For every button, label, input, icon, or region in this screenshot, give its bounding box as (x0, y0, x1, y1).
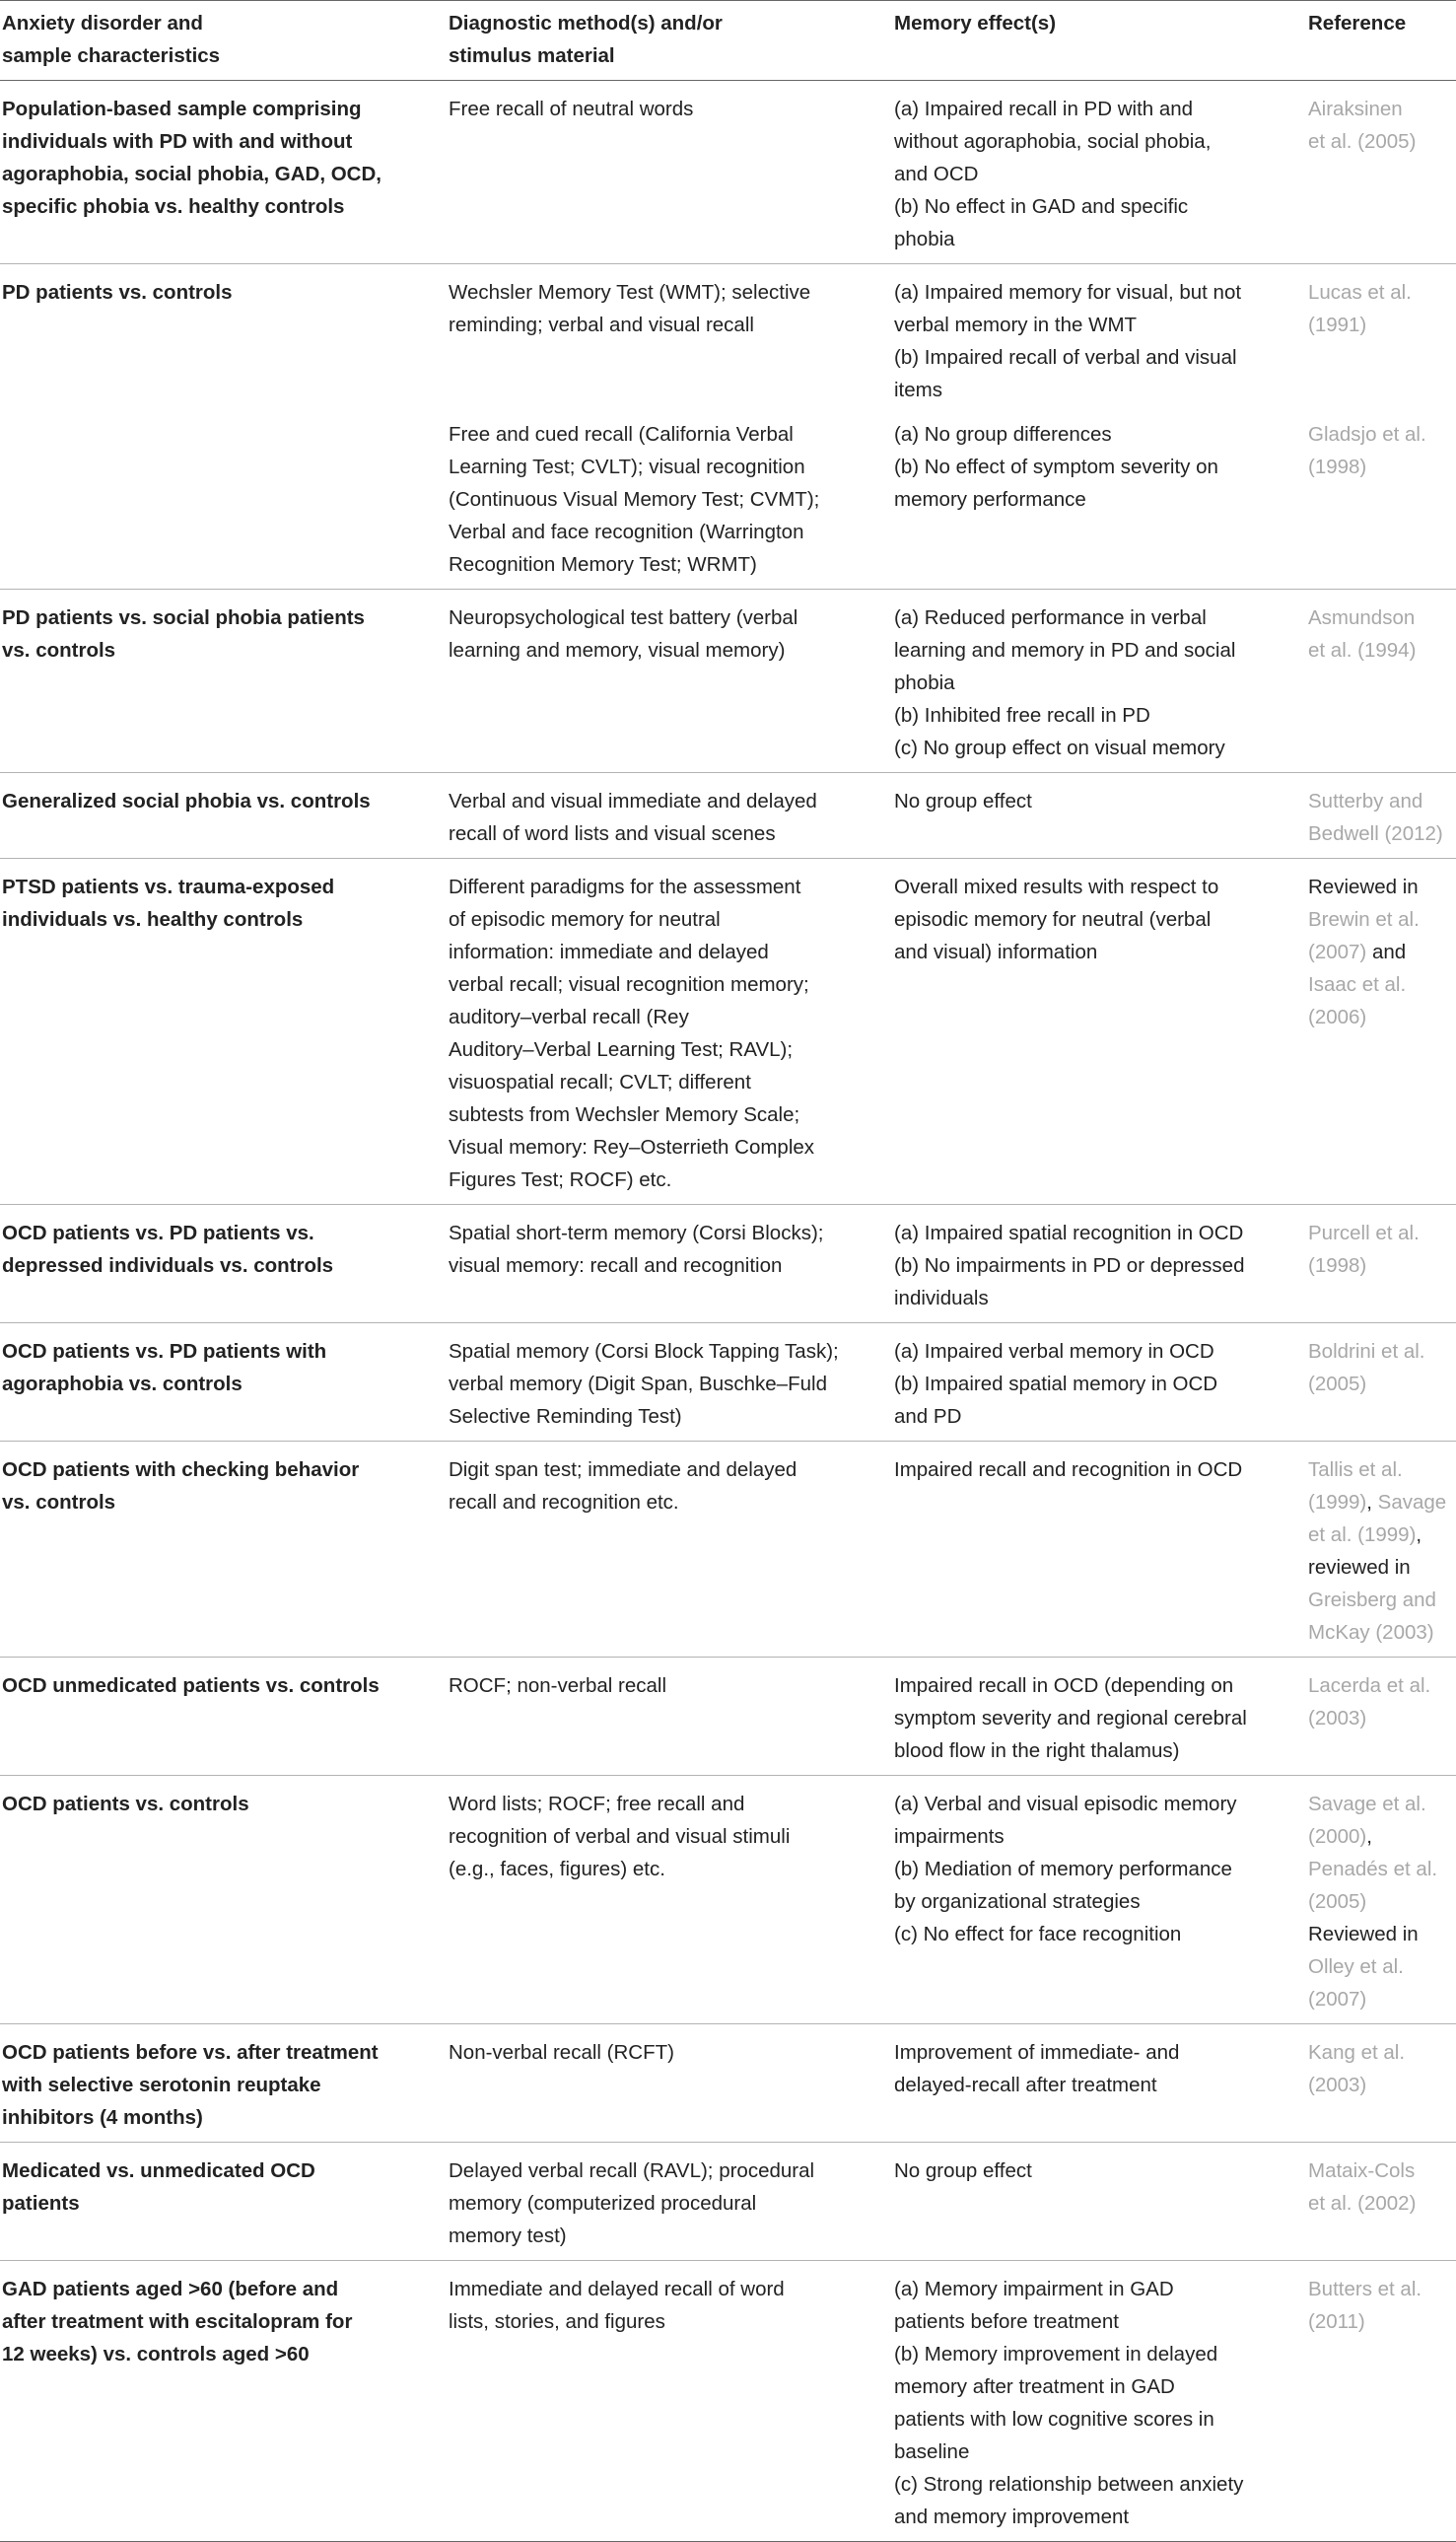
cell-effects-line: (b) Impaired recall of verbal and visual (894, 346, 1237, 369)
cell-method-line: Spatial short-term memory (Corsi Blocks); (449, 1222, 824, 1244)
cell-effects-line: verbal memory in the WMT (894, 314, 1138, 336)
cell-effects (894, 2024, 1308, 2143)
cell-sample (0, 773, 449, 859)
cell-reference (1308, 773, 1456, 859)
cell-effects-line: (b) No impairments in PD or depressed (894, 1254, 1245, 1277)
header-reference-line: Reference (1308, 12, 1407, 35)
table-row (0, 1323, 1456, 1442)
cell-reference-line (1308, 634, 1450, 667)
reference-link[interactable]: Brewin et al. (1308, 908, 1420, 931)
cell-effects (894, 81, 1308, 264)
cell-reference-line (1308, 1368, 1450, 1400)
cell-effects-line: (a) Impaired verbal memory in OCD (894, 1340, 1214, 1363)
cell-sample (0, 590, 449, 773)
reference-link[interactable]: Sutterby and (1308, 790, 1423, 812)
cell-reference (1308, 2024, 1456, 2143)
cell-sample-line: depressed individuals vs. controls (2, 1254, 334, 1277)
reference-link[interactable]: Asmundson (1308, 606, 1416, 629)
reference-link[interactable]: Olley et al. (1308, 1955, 1404, 1978)
cell-sample (0, 1776, 449, 2024)
cell-reference-line (1308, 1486, 1450, 1518)
reference-link[interactable]: Butters et al. (1308, 2278, 1422, 2300)
cell-method-line: (Continuous Visual Memory Test; CVMT); (449, 488, 820, 511)
reference-text: and (1366, 941, 1407, 963)
cell-method (449, 1323, 894, 1442)
table-row (0, 2261, 1456, 2542)
cell-effects-line: Overall mixed results with respect to (894, 876, 1219, 898)
cell-effects-line: (b) Impaired spatial memory in OCD (894, 1373, 1218, 1395)
reference-link[interactable]: Airaksinen (1308, 98, 1403, 120)
cell-method (449, 1658, 894, 1776)
cell-effects-line: patients before treatment (894, 2310, 1119, 2333)
cell-effects-line: (a) Impaired recall in PD with and (894, 98, 1194, 120)
cell-method-line: lists, stories, and figures (449, 2310, 665, 2333)
cell-effects-line: No group effect (894, 2159, 1032, 2182)
reference-text: , (1416, 1523, 1422, 1546)
cell-reference (1308, 414, 1456, 590)
reference-link[interactable]: Purcell et al. (1308, 1222, 1420, 1244)
cell-method-line: Different paradigms for the assessment (449, 876, 801, 898)
cell-reference-line (1308, 2305, 1450, 2338)
cell-reference (1308, 2143, 1456, 2261)
cell-reference-line (1308, 1616, 1450, 1649)
cell-effects (894, 1658, 1308, 1776)
cell-method-line: Recognition Memory Test; WRMT) (449, 553, 757, 576)
table-row (0, 414, 1456, 590)
cell-effects-line: patients with low cognitive scores in (894, 2408, 1214, 2431)
table-row (0, 859, 1456, 1205)
cell-reference-line (1308, 2187, 1450, 2220)
reference-link[interactable]: Isaac et al. (1308, 973, 1407, 996)
cell-sample-line: GAD patients aged >60 (before and (2, 2278, 339, 2300)
cell-reference-line (1308, 1335, 1450, 1368)
table-row (0, 2024, 1456, 2143)
cell-reference (1308, 1776, 1456, 2024)
cell-effects-line: (b) No effect of symptom severity on (894, 456, 1218, 478)
cell-sample-line: Population-based sample comprising (2, 98, 362, 120)
reference-link[interactable]: (2007) (1308, 941, 1367, 963)
cell-effects (894, 773, 1308, 859)
cell-method-line: information: immediate and delayed (449, 941, 769, 963)
cell-method-line: Free and cued recall (California Verbal (449, 423, 794, 446)
cell-reference-line (1308, 2273, 1450, 2305)
table-row (0, 1776, 1456, 2024)
cell-effects-line: and OCD (894, 163, 979, 185)
cell-reference-line (1308, 2154, 1450, 2187)
cell-effects-line: phobia (894, 228, 955, 250)
cell-effects-line: (c) No effect for face recognition (894, 1923, 1182, 1945)
cell-effects-line: (b) No effect in GAD and specific (894, 195, 1189, 218)
reference-link[interactable]: Savage et al. (1308, 1793, 1426, 1815)
cell-method-line: recall and recognition etc. (449, 1491, 679, 1514)
cell-effects-line: items (894, 379, 942, 401)
reference-text: , (1366, 1491, 1378, 1514)
cell-effects (894, 1776, 1308, 2024)
cell-sample-line: OCD unmedicated patients vs. controls (2, 1674, 380, 1697)
cell-sample-line: 12 weeks) vs. controls aged >60 (2, 2343, 310, 2365)
cell-effects-line: without agoraphobia, social phobia, (894, 130, 1212, 153)
cell-reference (1308, 1323, 1456, 1442)
cell-reference-line (1308, 451, 1450, 483)
cell-effects-line: delayed-recall after treatment (894, 2074, 1157, 2096)
cell-sample (0, 264, 449, 415)
cell-effects-line: No group effect (894, 790, 1032, 812)
cell-method-line: Free recall of neutral words (449, 98, 694, 120)
cell-sample-line: individuals with PD with and without (2, 130, 353, 153)
reference-link[interactable]: Penadés et al. (1308, 1858, 1438, 1880)
cell-method (449, 2024, 894, 2143)
cell-effects-line: and memory improvement (894, 2506, 1130, 2528)
cell-reference-line (1308, 1249, 1450, 1282)
cell-reference-line (1308, 1885, 1450, 1918)
cell-reference-line (1308, 936, 1450, 968)
cell-sample-line: OCD patients before vs. after treatment (2, 2041, 379, 2064)
cell-reference-line (1308, 1518, 1450, 1551)
cell-method-line: memory (computerized procedural (449, 2192, 757, 2215)
reference-link[interactable]: (1998) (1308, 1254, 1367, 1277)
cell-sample-line: PD patients vs. controls (2, 281, 233, 304)
cell-effects-line: symptom severity and regional cerebral (894, 1707, 1247, 1730)
header-reference (1308, 1, 1456, 81)
reference-link[interactable]: (1998) (1308, 456, 1367, 478)
cell-effects-line: Impaired recall in OCD (depending on (894, 1674, 1234, 1697)
cell-reference-line (1308, 1217, 1450, 1249)
cell-method-line: subtests from Wechsler Memory Scale; (449, 1103, 800, 1126)
cell-effects-line: episodic memory for neutral (verbal (894, 908, 1212, 931)
cell-reference-line (1308, 1820, 1450, 1853)
reference-link[interactable]: Mataix-Cols (1308, 2159, 1416, 2182)
cell-method (449, 1776, 894, 2024)
header-method (449, 1, 894, 81)
cell-sample (0, 1323, 449, 1442)
cell-sample-line: after treatment with escitalopram for (2, 2310, 353, 2333)
header-sample (0, 1, 449, 81)
cell-sample-line: individuals vs. healthy controls (2, 908, 304, 931)
cell-effects (894, 2261, 1308, 2542)
cell-method-line: ROCF; non-verbal recall (449, 1674, 667, 1697)
cell-effects-line: (a) Impaired memory for visual, but not (894, 281, 1242, 304)
cell-sample-line: PTSD patients vs. trauma-exposed (2, 876, 335, 898)
cell-reference-line (1308, 817, 1450, 850)
cell-sample (0, 2024, 449, 2143)
cell-reference-line (1308, 1001, 1450, 1033)
cell-effects-line: (b) Memory improvement in delayed (894, 2343, 1218, 2365)
cell-sample-line: vs. controls (2, 639, 116, 662)
cell-method-line: Selective Reminding Test) (449, 1405, 682, 1428)
cell-sample-line: vs. controls (2, 1491, 116, 1514)
cell-method-line: visual memory: recall and recognition (449, 1254, 783, 1277)
table-row (0, 1205, 1456, 1323)
cell-sample-line: agoraphobia vs. controls (2, 1373, 243, 1395)
cell-effects-line: individuals (894, 1287, 989, 1309)
cell-effects (894, 1323, 1308, 1442)
reference-link[interactable]: (2005) (1308, 1373, 1367, 1395)
cell-method (449, 2143, 894, 2261)
reference-link[interactable]: Lacerda et al. (1308, 1674, 1431, 1697)
cell-effects-line: memory after treatment in GAD (894, 2375, 1175, 2398)
cell-sample (0, 1442, 449, 1658)
cell-sample-line: PD patients vs. social phobia patients (2, 606, 365, 629)
reference-link[interactable]: (1999) (1308, 1491, 1367, 1514)
cell-reference-line (1308, 276, 1450, 309)
reference-link[interactable]: Lucas et al. (1308, 281, 1412, 304)
cell-effects (894, 590, 1308, 773)
cell-effects (894, 414, 1308, 590)
cell-effects-line: and PD (894, 1405, 962, 1428)
cell-method (449, 2261, 894, 2542)
reference-link[interactable]: Savage (1377, 1491, 1447, 1514)
cell-reference-line (1308, 93, 1450, 125)
cell-method-line: Immediate and delayed recall of word (449, 2278, 785, 2300)
cell-method (449, 1205, 894, 1323)
cell-reference-line (1308, 1669, 1450, 1702)
cell-method-line: Neuropsychological test battery (verbal (449, 606, 798, 629)
cell-effects (894, 1205, 1308, 1323)
cell-effects-line: (a) Impaired spatial recognition in OCD (894, 1222, 1244, 1244)
cell-method-line: of episodic memory for neutral (449, 908, 721, 931)
cell-method (449, 414, 894, 590)
reference-link[interactable]: (2011) (1308, 2310, 1365, 2333)
cell-method-line: recall of word lists and visual scenes (449, 822, 776, 845)
header-method-line: Diagnostic method(s) and/or (449, 12, 723, 35)
reference-link[interactable]: (2005) (1308, 1890, 1367, 1913)
cell-sample (0, 2143, 449, 2261)
cell-sample-line: agoraphobia, social phobia, GAD, OCD, (2, 163, 381, 185)
header-sample-line: sample characteristics (2, 44, 221, 67)
cell-sample (0, 81, 449, 264)
cell-sample-line: with selective serotonin reuptake (2, 2074, 321, 2096)
cell-effects-line: blood flow in the right thalamus) (894, 1739, 1180, 1762)
reference-link[interactable]: (1991) (1308, 314, 1367, 336)
reference-link[interactable]: (2003) (1308, 1707, 1367, 1730)
cell-effects-line: learning and memory in PD and social (894, 639, 1236, 662)
cell-sample-line: specific phobia vs. healthy controls (2, 195, 345, 218)
cell-effects-line: (a) Memory impairment in GAD (894, 2278, 1174, 2300)
reference-link[interactable]: (2000) (1308, 1825, 1367, 1848)
reference-link[interactable]: (2003) (1308, 2074, 1367, 2096)
cell-method (449, 1442, 894, 1658)
cell-reference-line (1308, 1918, 1450, 1950)
cell-effects-line: (c) No group effect on visual memory (894, 737, 1225, 759)
cell-reference-line (1308, 309, 1450, 341)
header-effects-line: Memory effect(s) (894, 12, 1057, 35)
reference-link[interactable]: (2007) (1308, 1988, 1367, 2011)
header-method-line: stimulus material (449, 44, 615, 67)
cell-reference-line (1308, 1853, 1450, 1885)
cell-method-line: (e.g., faces, figures) etc. (449, 1858, 665, 1880)
table-row (0, 2143, 1456, 2261)
cell-method-line: Wechsler Memory Test (WMT); selective (449, 281, 811, 304)
cell-method-line: auditory–verbal recall (Rey (449, 1006, 689, 1028)
cell-method-line: reminding; verbal and visual recall (449, 314, 754, 336)
cell-method-line: Figures Test; ROCF) etc. (449, 1168, 672, 1191)
cell-sample (0, 1658, 449, 1776)
cell-effects-line: phobia (894, 671, 955, 694)
cell-method-line: Verbal and face recognition (Warrington (449, 521, 804, 543)
cell-sample-line: OCD patients vs. controls (2, 1793, 249, 1815)
cell-reference-line (1308, 601, 1450, 634)
cell-reference-line (1308, 125, 1450, 158)
cell-effects-line: (c) Strong relationship between anxiety (894, 2473, 1244, 2496)
cell-reference-line (1308, 1584, 1450, 1616)
reference-text: Reviewed in (1308, 876, 1419, 898)
cell-reference-line (1308, 2069, 1450, 2101)
table-row (0, 264, 1456, 415)
cell-reference-line (1308, 1788, 1450, 1820)
cell-effects-line: (b) Mediation of memory performance (894, 1858, 1232, 1880)
cell-effects-line: impairments (894, 1825, 1005, 1848)
cell-method (449, 773, 894, 859)
cell-method-line: Spatial memory (Corsi Block Tapping Task); (449, 1340, 839, 1363)
cell-method (449, 81, 894, 264)
reference-text: reviewed in (1308, 1556, 1411, 1579)
cell-effects-line: (a) Verbal and visual episodic memory (894, 1793, 1237, 1815)
cell-effects-line: Improvement of immediate- and (894, 2041, 1180, 2064)
cell-sample-line: OCD patients with checking behavior (2, 1458, 360, 1481)
cell-reference-line (1308, 1983, 1450, 2015)
reference-link[interactable]: et al. (2002) (1308, 2192, 1417, 2215)
cell-reference-line (1308, 418, 1450, 451)
cell-method-line: Visual memory: Rey–Osterrieth Complex (449, 1136, 815, 1159)
reference-link[interactable]: et al. (2005) (1308, 130, 1417, 153)
cell-reference-line (1308, 871, 1450, 903)
cell-method-line: visuospatial recall; CVLT; different (449, 1071, 751, 1094)
cell-effects (894, 859, 1308, 1205)
reference-link[interactable]: et al. (1994) (1308, 639, 1417, 662)
cell-reference (1308, 590, 1456, 773)
cell-sample (0, 1205, 449, 1323)
cell-reference-line (1308, 1702, 1450, 1734)
cell-method-line: recognition of verbal and visual stimuli (449, 1825, 791, 1848)
cell-reference (1308, 264, 1456, 415)
cell-method-line: Delayed verbal recall (RAVL); procedural (449, 2159, 815, 2182)
reference-link[interactable]: Greisberg and (1308, 1589, 1436, 1611)
cell-method-line: verbal memory (Digit Span, Buschke–Fuld (449, 1373, 827, 1395)
cell-reference-line (1308, 903, 1450, 936)
cell-effects (894, 1442, 1308, 1658)
cell-effects-line: memory performance (894, 488, 1086, 511)
cell-method-line: learning and memory, visual memory) (449, 639, 786, 662)
cell-reference (1308, 1205, 1456, 1323)
cell-effects (894, 2143, 1308, 2261)
cell-effects-line: (a) Reduced performance in verbal (894, 606, 1207, 629)
cell-method-line: Verbal and visual immediate and delayed (449, 790, 817, 812)
cell-sample (0, 2261, 449, 2542)
cell-sample (0, 859, 449, 1205)
cell-method-line: Digit span test; immediate and delayed (449, 1458, 797, 1481)
cell-effects-line: baseline (894, 2440, 970, 2463)
header-effects (894, 1, 1308, 81)
cell-reference (1308, 859, 1456, 1205)
cell-reference-line (1308, 1950, 1450, 1983)
table-body (0, 81, 1456, 2542)
reference-text: , (1366, 1825, 1372, 1848)
cell-effects-line: Impaired recall and recognition in OCD (894, 1458, 1243, 1481)
cell-method-line: Non-verbal recall (RCFT) (449, 2041, 674, 2064)
reference-link[interactable]: Kang et al. (1308, 2041, 1406, 2064)
cell-sample-line: OCD patients vs. PD patients vs. (2, 1222, 314, 1244)
cell-effects-line: by organizational strategies (894, 1890, 1141, 1913)
cell-method-line: Word lists; ROCF; free recall and (449, 1793, 745, 1815)
cell-effects-line: and visual) information (894, 941, 1098, 963)
cell-effects-line: (a) No group differences (894, 423, 1112, 446)
reference-link[interactable]: Boldrini et al. (1308, 1340, 1425, 1363)
cell-reference-line (1308, 2036, 1450, 2069)
cell-sample-line: Generalized social phobia vs. controls (2, 790, 371, 812)
table-row (0, 1442, 1456, 1658)
reference-link[interactable]: Bedwell (2012) (1308, 822, 1443, 845)
header-sample-line: Anxiety disorder and (2, 12, 203, 35)
cell-reference-line (1308, 785, 1450, 817)
cell-method-line: Auditory–Verbal Learning Test; RAVL); (449, 1038, 794, 1061)
cell-sample (0, 414, 449, 590)
cell-method-line: Learning Test; CVLT); visual recognition (449, 456, 805, 478)
table-header (0, 1, 1456, 81)
table-row (0, 1658, 1456, 1776)
cell-method (449, 590, 894, 773)
cell-reference-line (1308, 1453, 1450, 1486)
cell-effects (894, 264, 1308, 415)
cell-method (449, 859, 894, 1205)
reference-link[interactable]: McKay (2003) (1308, 1621, 1434, 1644)
cell-reference (1308, 1442, 1456, 1658)
cell-reference (1308, 2261, 1456, 2542)
cell-sample-line: inhibitors (4 months) (2, 2106, 203, 2129)
cell-method (449, 264, 894, 415)
cell-reference (1308, 1658, 1456, 1776)
reference-link[interactable]: et al. (1999) (1308, 1523, 1417, 1546)
reference-link[interactable]: Tallis et al. (1308, 1458, 1403, 1481)
cell-reference-line (1308, 968, 1450, 1001)
reference-link[interactable]: (2006) (1308, 1006, 1367, 1028)
cell-sample-line: patients (2, 2192, 80, 2215)
table-row (0, 590, 1456, 773)
cell-sample-line: OCD patients vs. PD patients with (2, 1340, 327, 1363)
header-row (0, 1, 1456, 81)
cell-sample-line: Medicated vs. unmedicated OCD (2, 2159, 315, 2182)
cell-effects-line: (b) Inhibited free recall in PD (894, 704, 1150, 727)
table-row (0, 81, 1456, 264)
table-row (0, 773, 1456, 859)
cell-method-line: memory test) (449, 2224, 567, 2247)
cell-reference (1308, 81, 1456, 264)
cell-method-line: verbal recall; visual recognition memory; (449, 973, 809, 996)
reference-link[interactable]: Gladsjo et al. (1308, 423, 1426, 446)
reference-text: Reviewed in (1308, 1923, 1419, 1945)
cell-reference-line (1308, 1551, 1450, 1584)
